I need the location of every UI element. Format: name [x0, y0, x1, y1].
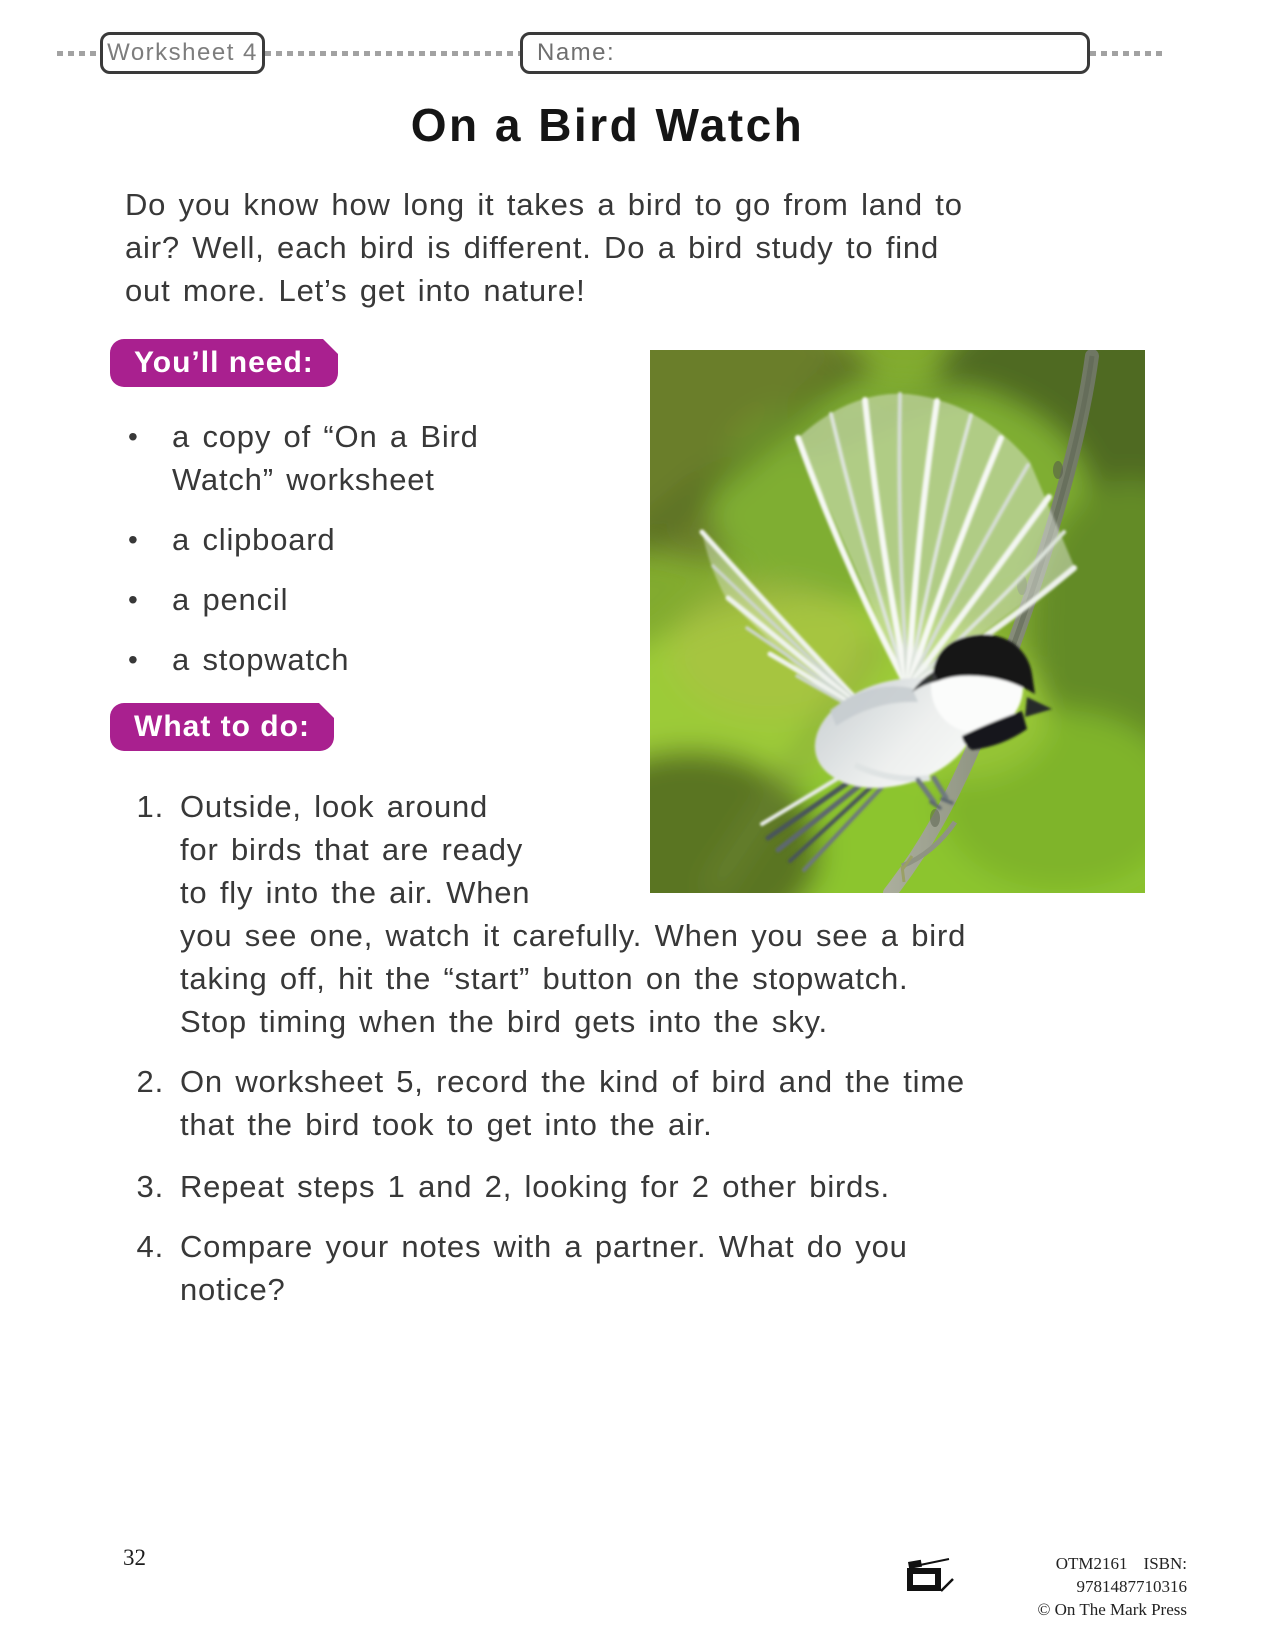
list-item	[128, 518, 479, 561]
text-line: you see one, watch it carefully. When you see a bird	[180, 918, 967, 953]
youll-need-heading	[110, 339, 338, 387]
publisher-block	[903, 1552, 1187, 1621]
page-number: 32	[123, 1545, 146, 1570]
text-line: Compare your notes with a partner. What do you	[180, 1229, 908, 1264]
name-label: Name:	[537, 39, 616, 66]
bullet-icon: •	[128, 524, 139, 555]
dotted-line	[1090, 51, 1162, 56]
text-line: a stopwatch	[172, 642, 350, 677]
worksheet-header	[57, 30, 1162, 76]
name-field	[520, 32, 1090, 74]
text-line: out more. Let’s get into nature!	[125, 273, 586, 308]
step-item	[130, 1060, 966, 1146]
text-line: notice?	[180, 1272, 286, 1307]
publisher-logo-icon	[903, 1556, 955, 1599]
dotted-line	[265, 51, 520, 56]
intro-paragraph	[125, 183, 963, 312]
worksheet-number-label: Worksheet 4	[107, 39, 258, 66]
text-line: On worksheet 5, record the kind of bird and the time	[180, 1064, 965, 1099]
text-line: to fly into the air. When	[180, 875, 531, 910]
bullet-icon: •	[128, 584, 139, 615]
text-line: Stop timing when the bird gets into the sky.	[180, 1004, 828, 1039]
text-line: a clipboard	[172, 522, 336, 557]
step-item	[130, 1225, 966, 1311]
step-item	[130, 785, 966, 1043]
step-number: 1.	[136, 789, 164, 824]
worksheet-number-tag	[100, 32, 265, 74]
step-number: 4.	[136, 1229, 164, 1264]
text-line: Repeat steps 1 and 2, looking for 2 other birds.	[180, 1169, 890, 1204]
text-line: Watch” worksheet	[172, 462, 435, 497]
publisher-line1	[1056, 1554, 1187, 1596]
list-item	[128, 415, 479, 501]
bullet-icon: •	[128, 644, 139, 675]
copyright: © On The Mark Press	[1037, 1600, 1187, 1619]
isbn: ISBN: 9781487710316	[1076, 1554, 1187, 1596]
product-code: OTM2161	[1055, 1554, 1128, 1573]
what-to-do-heading	[110, 703, 334, 751]
what-to-do-label: What to do:	[134, 710, 310, 743]
materials-list	[128, 415, 479, 681]
text-line: Outside, look around	[180, 789, 489, 824]
list-item	[128, 578, 479, 621]
text-line: air? Well, each bird is different. Do a bird study to find	[125, 230, 940, 265]
step-number: 2.	[136, 1064, 164, 1099]
page-title: On a Bird Watch	[410, 99, 805, 151]
text-line: for birds that are ready	[180, 832, 524, 867]
list-item	[128, 638, 479, 681]
youll-need-label: You’ll need:	[134, 346, 314, 379]
step-item	[130, 1165, 966, 1208]
text-line: a pencil	[172, 582, 289, 617]
dotted-line	[57, 51, 100, 56]
text-line: a copy of “On a Bird	[172, 419, 479, 454]
instructions-list	[130, 785, 966, 1311]
text-line: taking off, hit the “start” button on the stopwatch.	[180, 961, 909, 996]
bullet-icon: •	[128, 421, 139, 452]
text-line: that the bird took to get into the air.	[180, 1107, 713, 1142]
text-line: Do you know how long it takes a bird to go from land to	[125, 187, 963, 222]
step-number: 3.	[136, 1169, 164, 1204]
